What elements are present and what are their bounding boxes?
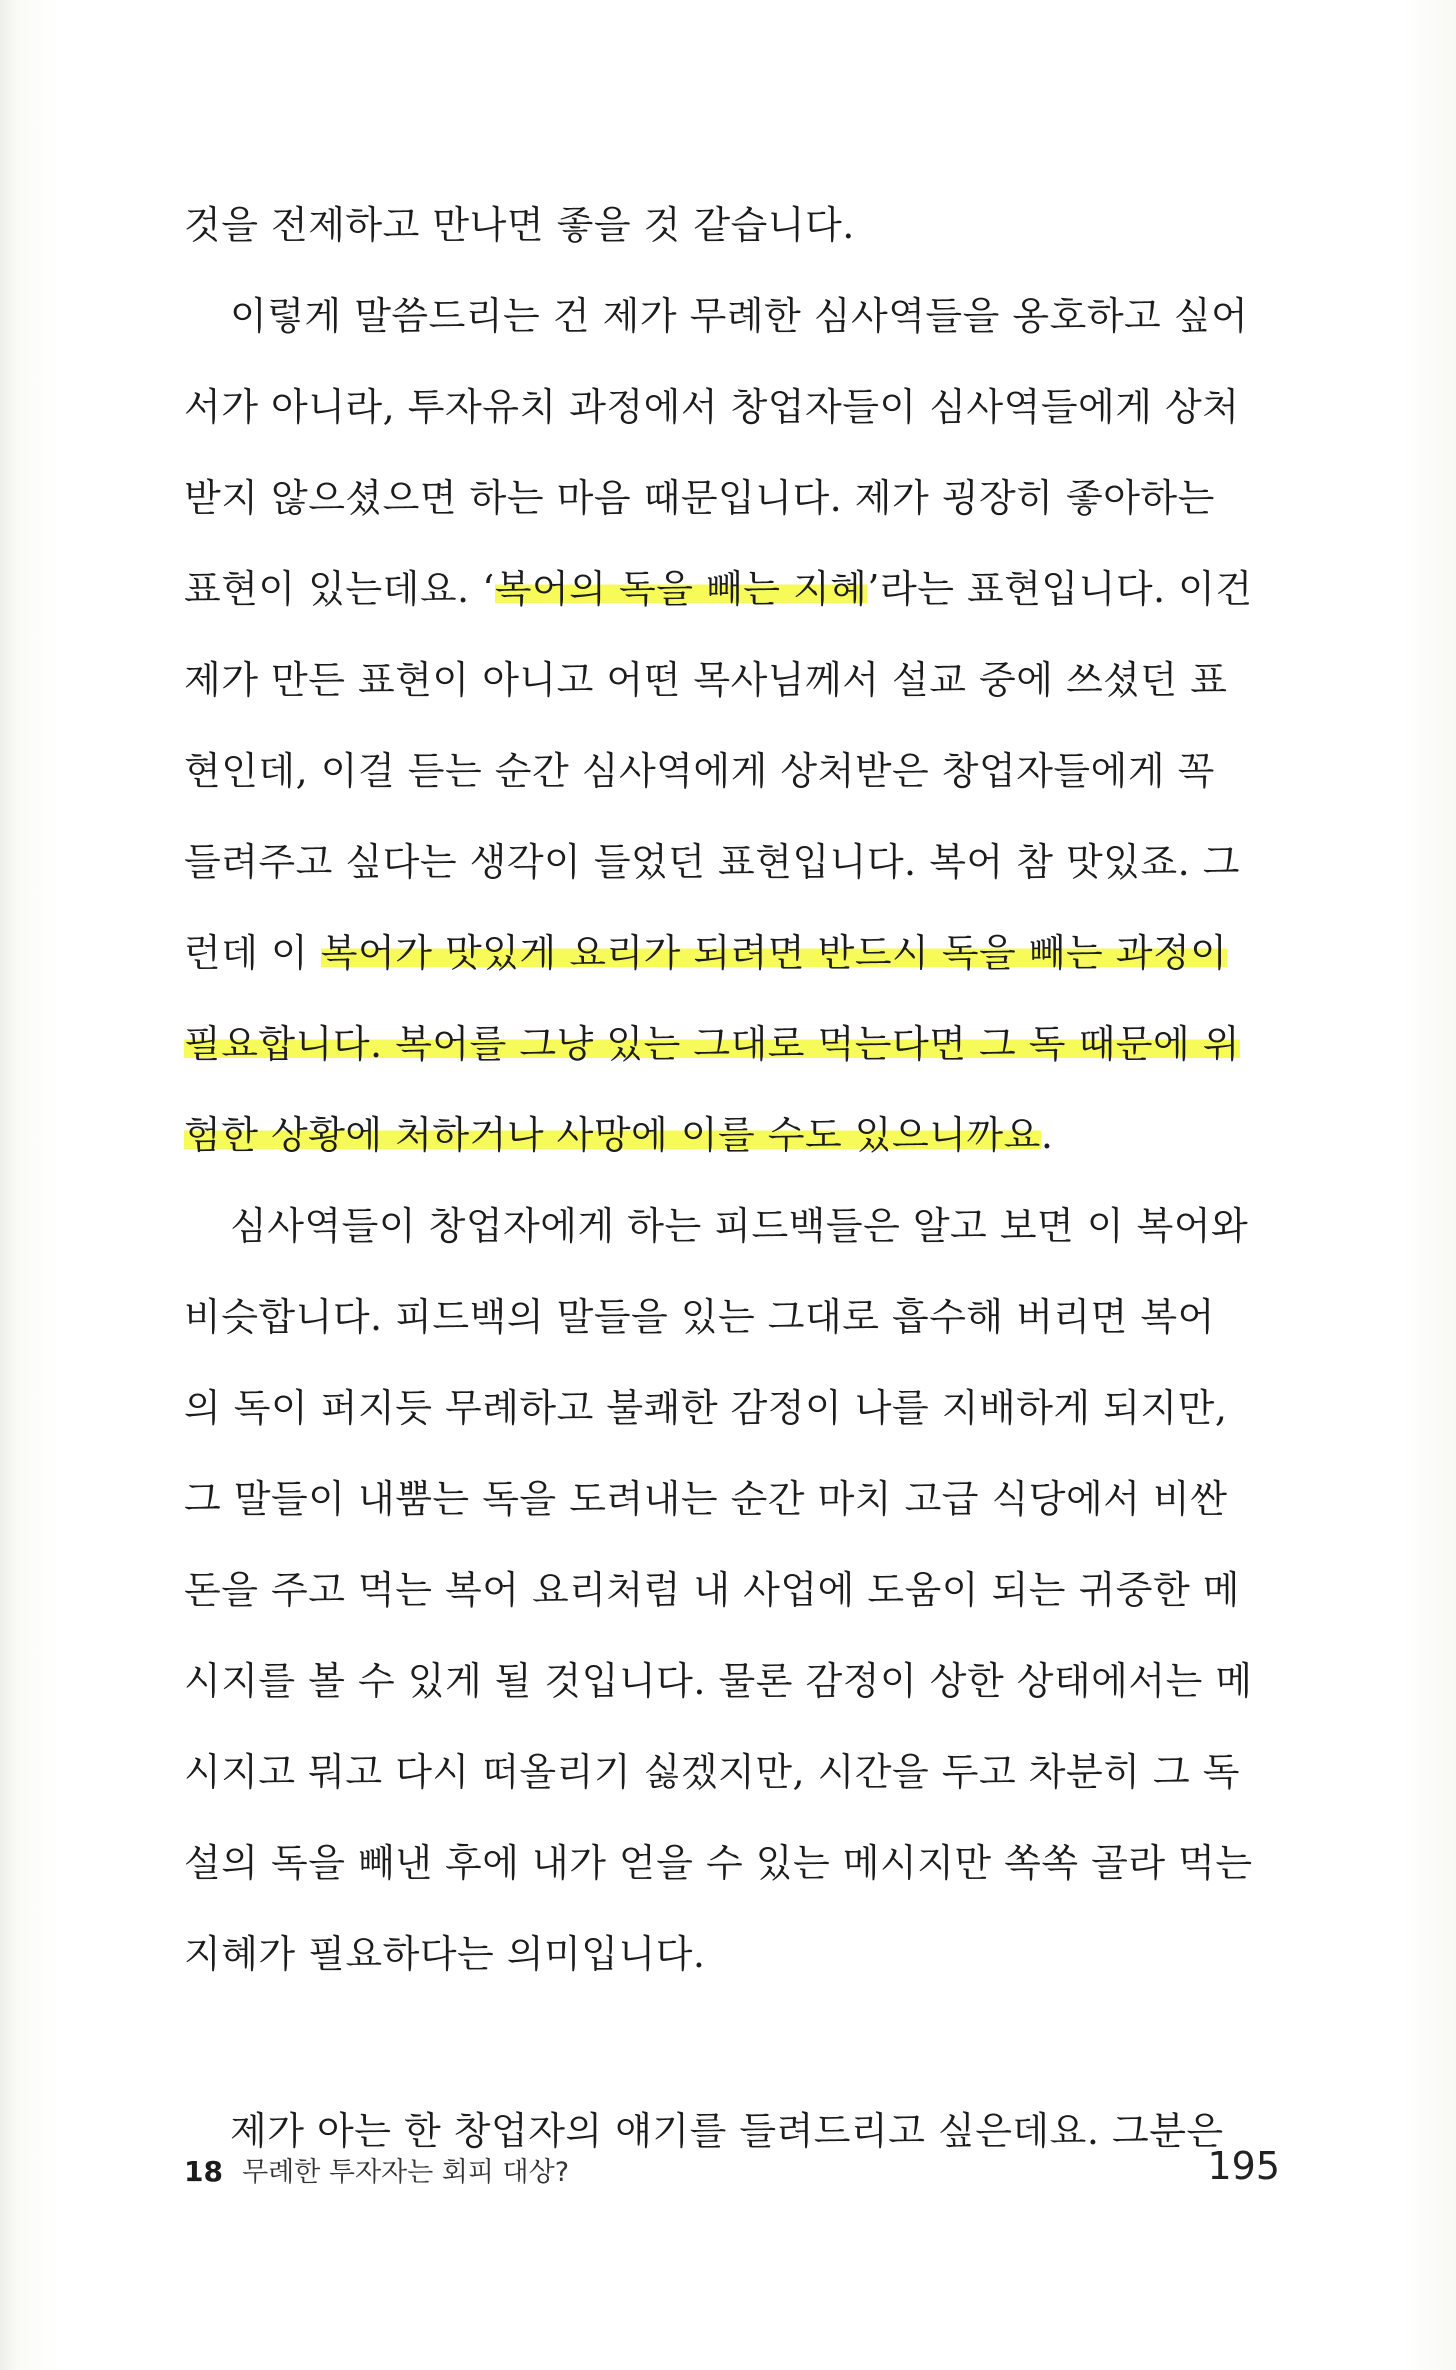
text-line — [184, 1363, 1280, 1454]
text-line — [184, 726, 1280, 817]
text-line — [184, 999, 1280, 1090]
text-line — [184, 453, 1280, 544]
text-line — [184, 1454, 1280, 1545]
text-segment: 것을 전제하고 만나면 좋을 것 같습니다. — [184, 203, 855, 247]
text-segment: 시지를 볼 수 있게 될 것입니다. 물론 감정이 상한 상태에서는 메 — [184, 1659, 1253, 1703]
text-segment: 설의 독을 빼낸 후에 내가 얻을 수 있는 메시지만 쏙쏙 골라 먹는 — [184, 1841, 1253, 1885]
text-line — [184, 1272, 1280, 1363]
text-line — [184, 635, 1280, 726]
body-text — [184, 180, 1280, 2177]
text-segment: . — [1040, 1113, 1054, 1157]
text-line — [184, 271, 1280, 362]
text-segment: 심사역들이 창업자에게 하는 피드백들은 알고 보면 이 복어와 — [230, 1204, 1249, 1248]
text-line — [184, 1818, 1280, 1909]
text-line — [184, 1636, 1280, 1727]
text-segment: 이렇게 말씀드리는 건 제가 무례한 심사역들을 옹호하고 싶어 — [230, 294, 1249, 338]
text-segment: 제가 아는 한 창업자의 얘기를 들려드리고 싶은데요. 그분은 — [230, 2109, 1224, 2153]
text-line — [184, 544, 1280, 635]
chapter-title: 무례한 투자자는 회피 대상? — [242, 2157, 570, 2188]
text-segment: 지혜가 필요하다는 의미입니다. — [184, 1932, 706, 1976]
page-number: 195 — [1207, 2144, 1280, 2188]
text-line — [184, 1545, 1280, 1636]
text-line — [184, 908, 1280, 999]
text-segment: 그 말들이 내뿜는 독을 도려내는 순간 마치 고급 식당에서 비싼 — [184, 1477, 1228, 1521]
page-footer — [184, 2144, 1280, 2200]
text-line — [184, 180, 1280, 271]
chapter-number: 18 — [184, 2155, 223, 2188]
text-segment: 현인데, 이걸 듣는 순간 심사역에게 상처받은 창업자들에게 꼭 — [184, 749, 1215, 793]
highlighted-text: 필요합니다. 복어를 그냥 있는 그대로 먹는다면 그 독 때문에 위 — [184, 1022, 1240, 1066]
text-segment: 비슷합니다. 피드백의 말들을 있는 그대로 흡수해 버리면 복어 — [184, 1295, 1215, 1339]
text-line — [184, 817, 1280, 908]
text-segment: 시지고 뭐고 다시 떠올리기 싫겠지만, 시간을 두고 차분히 그 독 — [184, 1750, 1240, 1794]
text-line — [184, 1727, 1280, 1818]
text-line — [184, 1909, 1280, 2000]
text-line — [184, 1090, 1280, 1181]
text-line — [184, 1181, 1280, 1272]
text-line — [184, 362, 1280, 453]
text-segment: 받지 않으셨으면 하는 마음 때문입니다. 제가 굉장히 좋아하는 — [184, 476, 1215, 520]
highlighted-text: 복어의 독을 빼는 지혜 — [494, 567, 868, 611]
text-segment: 런데 이 — [184, 931, 321, 975]
text-segment: 표현이 있는데요. ‘ — [184, 567, 495, 611]
text-segment: 돈을 주고 먹는 복어 요리처럼 내 사업에 도움이 되는 귀중한 메 — [184, 1568, 1240, 1612]
highlighted-text: 복어가 맛있게 요리가 되려면 반드시 독을 빼는 과정이 — [320, 931, 1228, 975]
text-segment: 들려주고 싶다는 생각이 들었던 표현입니다. 복어 참 맛있죠. 그 — [184, 840, 1240, 884]
text-segment: 서가 아니라, 투자유치 과정에서 창업자들이 심사역들에게 상처 — [184, 385, 1240, 429]
text-segment: 제가 만든 표현이 아니고 어떤 목사님께서 설교 중에 쓰셨던 표 — [184, 658, 1228, 702]
text-segment: ’라는 표현입니다. 이건 — [867, 567, 1253, 611]
highlighted-text: 험한 상황에 처하거나 사망에 이를 수도 있으니까요 — [184, 1113, 1041, 1157]
text-segment: 의 독이 퍼지듯 무례하고 불쾌한 감정이 나를 지배하게 되지만, — [184, 1386, 1228, 1430]
